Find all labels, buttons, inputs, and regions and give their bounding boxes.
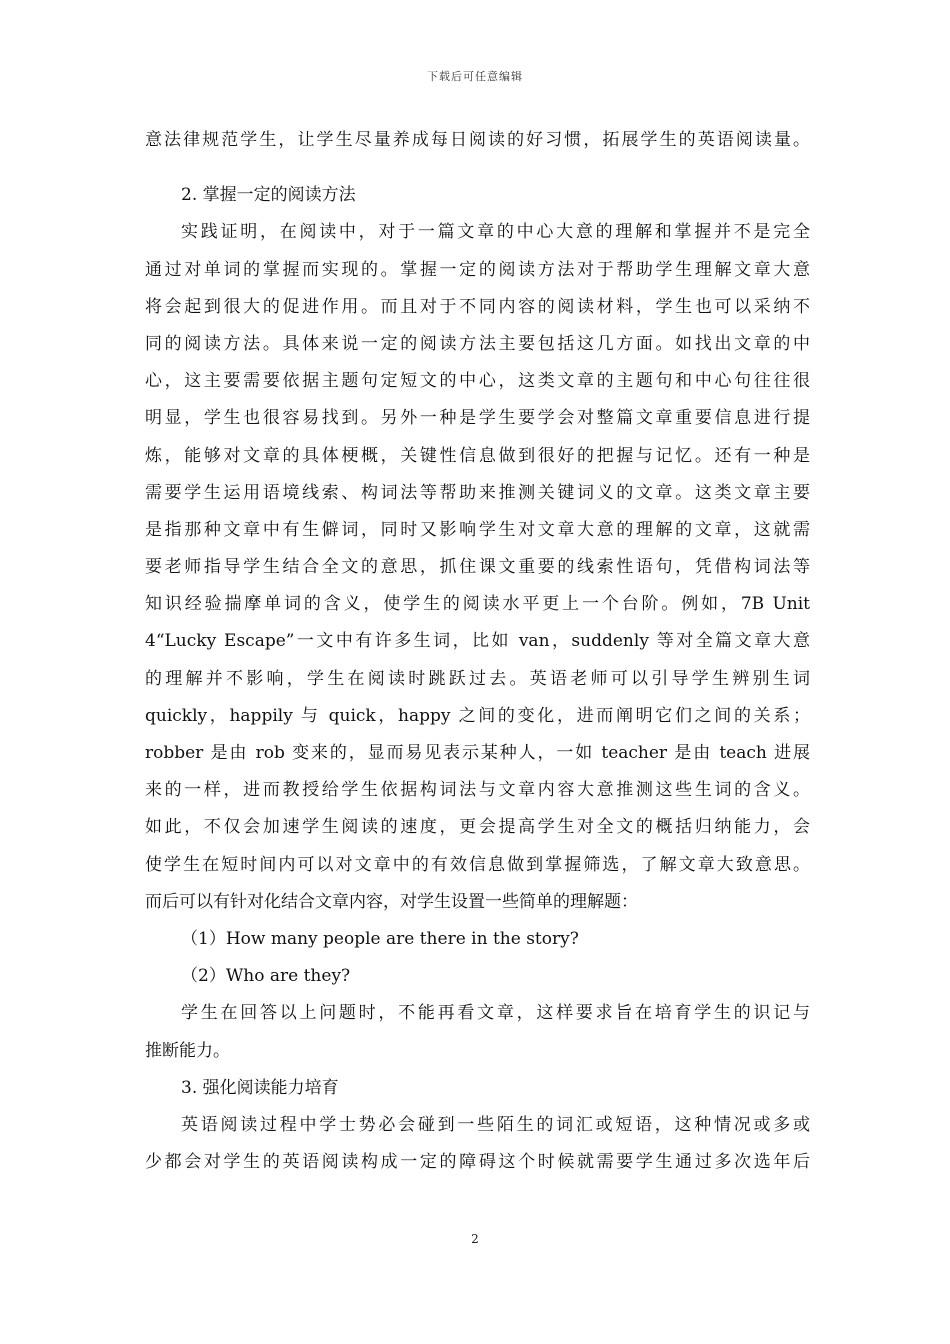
question-item: （1）How many people are there in the story? xyxy=(181,928,579,949)
paragraph-line: 使学生在短时间内可以对文章中的有效信息做到掌握筛选，了解文章大致意思。 xyxy=(145,854,810,875)
paragraph-line: 4“Lucky Escape”一文中有许多生词，比如 van，suddenly 等对全篇文章大意 xyxy=(145,631,810,652)
paragraph-line: 而后可以有针对化结合文章内容，对学生设置一些简单的理解题： xyxy=(145,891,638,912)
paragraph-spacer xyxy=(145,159,810,177)
paragraph-line: 少都会对学生的英语阅读构成一定的障碍这个时候就需要学生通过多次选年后 xyxy=(145,1152,810,1173)
paragraph-line: 的理解并不影响，学生在阅读时跳跃过去。英语老师可以引导学生辨别生词 xyxy=(145,668,810,689)
paragraph-line: 同的阅读方法。具体来说一定的阅读方法主要包括这几方面。如找出文章的中 xyxy=(145,333,810,354)
section-heading: 2. 掌握一定的阅读方法 xyxy=(181,185,356,206)
paragraph-line: 通过对单词的掌握而实现的。掌握一定的阅读方法对于帮助学生理解文章大意 xyxy=(145,259,810,280)
paragraph-line: 要老师指导学生结合全文的意思，抓住课文重要的线索性语句，凭借构词法等 xyxy=(145,557,810,578)
paragraph-line: quickly，happily 与 quick，happy 之间的变化，进而阐明它们之间的关系； xyxy=(145,705,810,726)
paragraph-line: 心，这主要需要依据主题句定短文的中心，这类文章的主题句和中心句往往很 xyxy=(145,371,810,392)
paragraph-line: robber 是由 rob 变来的，显而易见表示某种人，一如 teacher 是由 teach 进展 xyxy=(145,743,810,763)
page-header: 下载后可任意编辑 xyxy=(427,70,523,83)
paragraph-line: 如此，不仅会加速学生阅读的速度，更会提高学生对全文的概括归纳能力，会 xyxy=(145,817,810,838)
paragraph-line: 知识经验揣摩单词的含义，使学生的阅读水平更上一个台阶。例如，7B Unit xyxy=(145,594,810,615)
paragraph-line: 实践证明，在阅读中，对于一篇文章的中心大意的理解和掌握并不是完全 xyxy=(181,222,810,243)
paragraph-line: 明显，学生也很容易找到。另外一种是学生要学会对整篇文章重要信息进行提 xyxy=(145,408,810,429)
paragraph-line: 炼，能够对文章的具体梗概，关键性信息做到很好的把握与记忆。还有一种是 xyxy=(145,445,810,466)
paragraph-line: 来的一样，进而教授给学生依据构词法与文章内容大意推测这些生词的含义。 xyxy=(145,780,810,801)
paragraph-line: 意法律规范学生，让学生尽量养成每日阅读的好习惯，拓展学生的英语阅读量。 xyxy=(145,130,810,150)
paragraph-line: 推断能力。 xyxy=(145,1040,230,1061)
paragraph-line: 是指那种文章中有生僻词，同时又影响学生对文章大意的理解的文章，这就需 xyxy=(145,519,810,540)
paragraph-line: 英语阅读过程中学士势必会碰到一些陌生的词汇或短语，这种情况或多或 xyxy=(181,1114,810,1135)
section-heading: 3. 强化阅读能力培育 xyxy=(181,1077,339,1098)
page-number: 2 xyxy=(471,1232,479,1246)
question-item: （2）Who are they? xyxy=(181,966,351,987)
paragraph-line: 将会起到很大的促进作用。而且对于不同内容的阅读材料，学生也可以采纳不 xyxy=(145,296,810,317)
document-body xyxy=(145,122,810,1181)
paragraph-line: 学生在回答以上问题时，不能再看文章，这样要求旨在培育学生的识记与 xyxy=(181,1003,810,1024)
paragraph-line: 需要学生运用语境线索、构词法等帮助来推测关键词义的文章。这类文章主要 xyxy=(145,482,810,503)
